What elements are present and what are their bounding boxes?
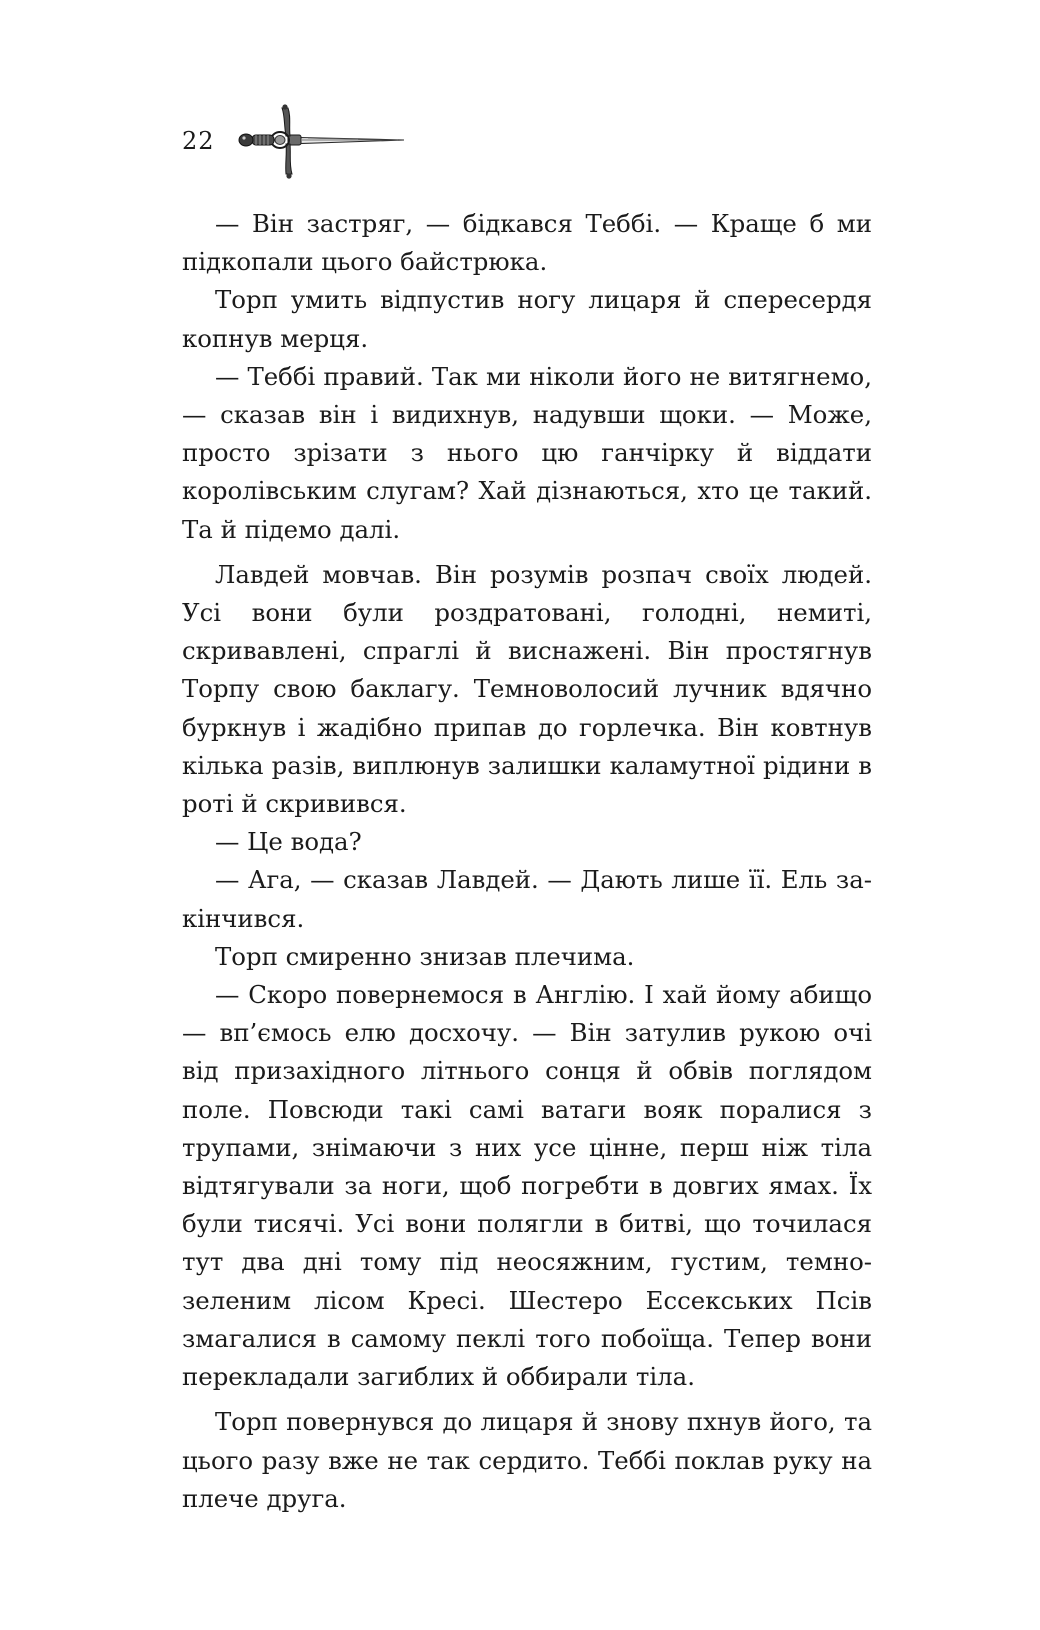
- paragraph: Торп повернувся до лицаря й знову пхнув його, та цього разу вже не так сердито. Теббі поклав руку на плече друга.: [182, 1407, 872, 1513]
- chapter-text: [182, 205, 872, 1518]
- paragraph: — Теббі правий. Так ми ніколи його не витягнемо, — сказав він і видихнув, надувши щоки. — Може, просто зрізати з нього цю ганчірку й віддати королівським слугам? Хай дізнаються, хто це такий. Та й підемо далі.: [182, 361, 872, 544]
- page-number: 22: [182, 127, 215, 155]
- paragraph: — Ага, — сказав Лавдей. — Дають лише її. Ель закінчився.: [182, 865, 872, 933]
- page-header: [182, 102, 442, 182]
- paragraph: Торп смиренно знизав плечима.: [215, 941, 635, 971]
- paragraph: — Скоро повернемося в Англію. І хай йому абищо — вп’ємось елю досхочу. — Він затулив рукою очі від призахідного літнього сонця й обвів поглядом поле. Повсюди такі самі ватаги вояк поралися з трупами, знімаючи з них усе цінне, перш ніж тіла відтягували за ноги, щоб погребти в довгих ямах. Їх були тисячі. Усі вони полягли в битві, що точилася тут два дні тому під неосяжним, густим, темно-зеленим лісом Кресі. Шестеро Ессекських Псів змагалися в самому пеклі того побоїща. Тепер вони перекладали загиблих й оббирали тіла.: [182, 980, 872, 1392]
- paragraph: — Він застряг, — бідкався Теббі. — Краще б ми підкопали цього байстрюка.: [182, 209, 872, 277]
- dagger-icon: [238, 102, 408, 182]
- paragraph: Торп умить відпустив ногу лицаря й спересердя копнув мерця.: [182, 285, 872, 353]
- paragraph: — Це вода?: [215, 827, 362, 857]
- paragraph: Лавдей мовчав. Він розумів розпач своїх людей. Усі вони були роздратовані, голодні, немиті, скривавлені, спраглі й виснажені. Він простягнув Торпу свою баклагу. Темноволосий лучник вдячно буркнув і жадібно припав до горлечка. Він ковтнув кілька разів, виплюнув залишки каламутної рідини в роті й скривився.: [182, 559, 872, 819]
